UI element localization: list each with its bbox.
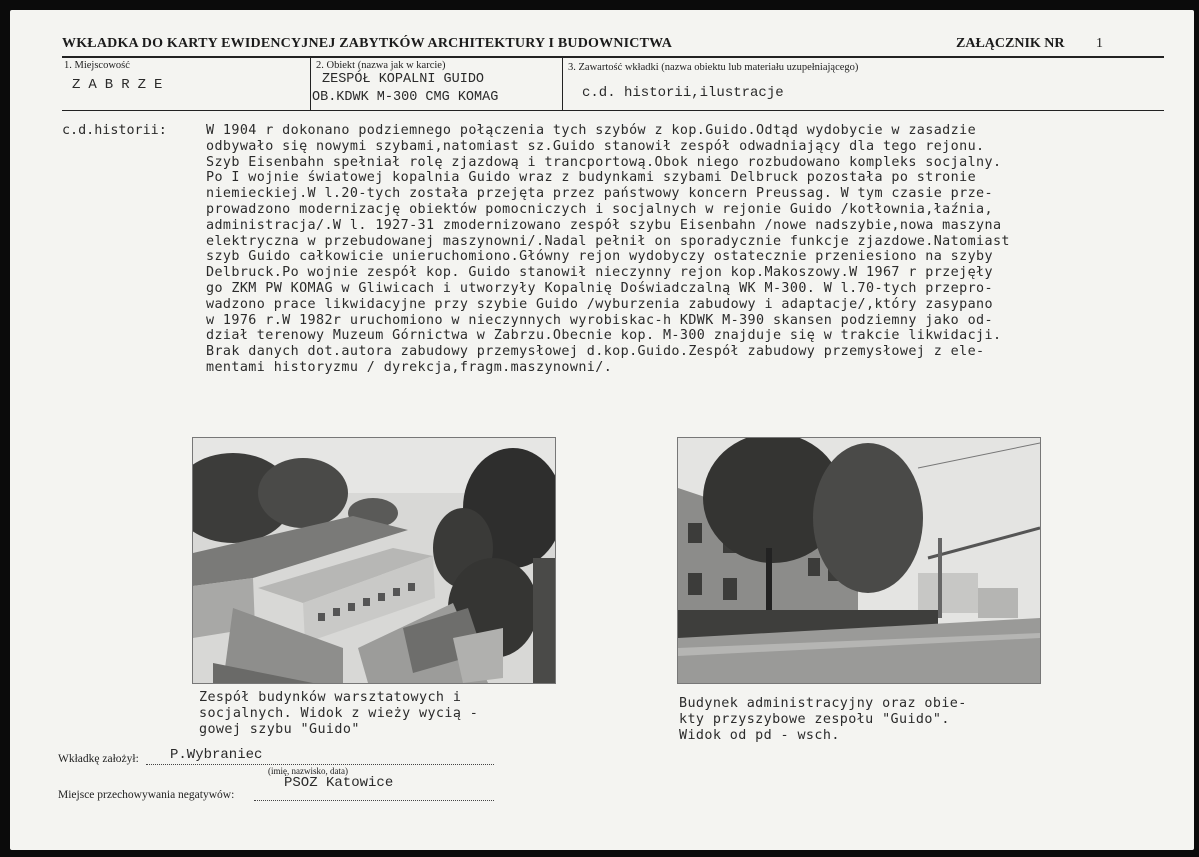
caption-right-line: kty przyszybowe zespołu "Guido". bbox=[679, 712, 950, 727]
history-line: w 1976 r.W 1982r uruchomiono w nieczynnych wyrobiskac-h KDWK M-390 skansen podziemny jako od- bbox=[206, 312, 993, 328]
object-value-line1: ZESPÓŁ KOPALNI GUIDO bbox=[322, 72, 485, 87]
history-line: Po I wojnie światowej kopalnia Guido wraz z budynkami szybami Delbruck pozostała po stronie bbox=[206, 170, 977, 186]
history-line: elektryczna w przebudowanej maszynowni/.Nadal pełnił on sporadycznie funkcje zjazdowe.Natomiast bbox=[206, 233, 1010, 249]
history-line: odbywało się nowymi szybami,natomiast sz.Guido stanowił zespół odwadniający dla tego rejonu. bbox=[206, 138, 985, 154]
photo-administrative-building bbox=[677, 437, 1041, 684]
object-label: 2. Obiekt (nazwa jak w karcie) bbox=[316, 60, 446, 71]
history-line: wadzono prace likwidacyjne przy szybie Guido /wyburzenia zabudowy i adaptacje/,który zasypano bbox=[206, 296, 993, 312]
history-line: Brak danych dot.autora zabudowy przemysłowej d.kop.Guido.Zespół zabudowy przemysłowej z ele- bbox=[206, 344, 985, 360]
header-rule-bottom bbox=[62, 110, 1164, 111]
caption-left-line: gowej szybu "Guido" bbox=[199, 722, 360, 737]
history-text bbox=[206, 123, 1196, 376]
content-label: 3. Zawartość wkładki (nazwa obiektu lub materiału uzupełniającego) bbox=[568, 62, 859, 73]
caption-left-line: socjalnych. Widok z wieży wycią - bbox=[199, 706, 479, 721]
storage-dotted-line bbox=[254, 800, 494, 801]
history-line: szyb Guido całkowicie unieruchomiono.Główny rejon wydobyczy ostatecznie przeniesiono na szyby bbox=[206, 249, 993, 265]
caption-left bbox=[199, 690, 478, 738]
field-divider-2 bbox=[562, 58, 563, 110]
caption-right-line: Widok od pd - wsch. bbox=[679, 728, 840, 743]
caption-right bbox=[679, 696, 967, 744]
annex-label: ZAŁĄCZNIK NR bbox=[956, 36, 1065, 51]
history-line: Szyb Eisenbahn spełniał rolę zjazdową i trancportową.Obok niego rozbudowano kompleks socjalny. bbox=[206, 154, 1002, 170]
history-line: administracja/.W l. 1927-31 zmodernizowano zespół szybu Eisenbahn /nowe nadszybie,nowa maszyna bbox=[206, 217, 1002, 233]
place-value: ZABRZE bbox=[72, 77, 171, 93]
history-line: Delbruck.Po wojnie zespół kop. Guido stanowił nieczynny rejon kop.Makoszowy.W 1967 r przejęły bbox=[206, 265, 993, 281]
record-sheet bbox=[10, 10, 1194, 850]
history-line: dział terenowy Muzeum Górnictwa w Zabrzu.Obecnie kop. M-300 znajduje się w trakcie likwidacji. bbox=[206, 328, 1002, 344]
caption-right-line: Budynek administracyjny oraz obie- bbox=[679, 696, 967, 711]
field-divider-1 bbox=[310, 58, 311, 110]
caption-left-line: Zespół budynków warsztatowych i bbox=[199, 690, 462, 705]
history-label: c.d.historii: bbox=[62, 123, 167, 138]
header-rule-top bbox=[62, 56, 1164, 58]
founder-dotted-line bbox=[146, 764, 494, 765]
place-label: 1. Miejscowość bbox=[64, 60, 130, 71]
history-line: go ZKM PW KOMAG w Gliwicach i utworzyły Kopalnię Doświadczalną WK M-300. W l.70-tych przepro- bbox=[206, 280, 993, 296]
founder-value: P.Wybraniec bbox=[170, 747, 263, 763]
history-line: prowadzono modernizację obiektów pomocniczych i socjalnych w rejonie Guido /kotłownia,łaźnia, bbox=[206, 201, 993, 217]
storage-value: PSOZ Katowice bbox=[284, 775, 394, 791]
photo-workshop-buildings bbox=[192, 437, 556, 684]
founder-hint: (imię, nazwisko, data) bbox=[268, 766, 348, 776]
annex-number: 1 bbox=[1096, 36, 1103, 51]
history-line: mentami historyzmu / dyrekcja,fragm.maszynowni/. bbox=[206, 359, 613, 375]
content-value: c.d. historii,ilustracje bbox=[582, 85, 784, 101]
document-title: WKŁADKA DO KARTY EWIDENCYJNEJ ZABYTKÓW ARCHITEKTURY I BUDOWNICTWA bbox=[62, 36, 673, 51]
history-line: niemieckiej.W l.20-tych została przejęta przez państwowy koncern Preussag. W tym czasie prze- bbox=[206, 186, 993, 202]
founder-label: Wkładkę założył: bbox=[58, 753, 139, 765]
object-value-line2: OB.KDWK M-300 CMG KOMAG bbox=[312, 90, 499, 105]
storage-label: Miejsce przechowywania negatywów: bbox=[58, 789, 235, 801]
history-line: W 1904 r dokonano podziemnego połączenia tych szybów z kop.Guido.Odtąd wydobycie w zasadzie bbox=[206, 123, 977, 138]
